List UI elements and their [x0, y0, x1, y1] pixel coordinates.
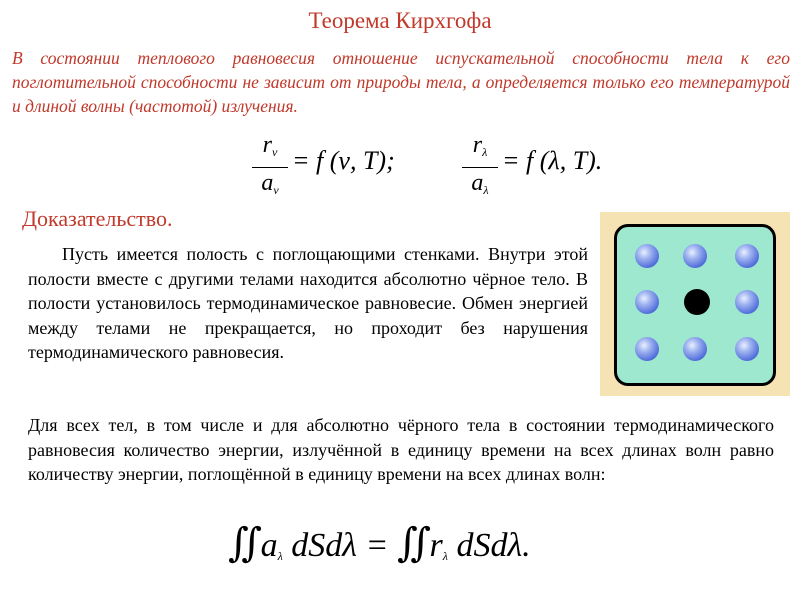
proof-heading: Доказательство.: [22, 206, 173, 231]
proof-paragraph-2: Для всех тел, в том числе и для абсолютно чёрного тела в состоянии термодинамического равновесия количество энергии, излучённой в единицу времени на всех длинах волн равно количеству энергии, поглощённой в единицу времени на всех длинах волн:: [28, 415, 774, 484]
cavity-illustration: [600, 212, 790, 396]
body-ball: [683, 244, 707, 268]
double-integral-sign: ∬: [396, 520, 421, 566]
absorptivity-symbol: a: [260, 527, 278, 564]
proof-paragraph-1: Пусть имеется полость с поглощающими стенками. Внутри этой полости вместе с другими телами находится абсолютно чёрное тело. В полости установилось термодинамическое равновесие. Обмен энергией между телами не прекращается, но проходит без нарушения термодинамического равновесия.: [28, 244, 588, 362]
cavity-walls: [614, 224, 776, 386]
integral-right-rest: dSdλ.: [456, 527, 531, 564]
body-ball: [735, 244, 759, 268]
denominator: a: [261, 170, 274, 196]
fraction-bar: [252, 167, 288, 168]
absorptivity-subscript: λ: [277, 549, 283, 563]
body-ball: [635, 244, 659, 268]
numerator-subscript: ν: [272, 145, 278, 159]
emissivity-symbol: r: [429, 527, 443, 564]
denominator-subscript: λ: [483, 183, 489, 197]
numerator: r: [262, 132, 272, 158]
black-body-ball: [684, 289, 710, 315]
body-ball: [635, 290, 659, 314]
page-title: Теорема Кирхгофа: [308, 8, 492, 33]
numerator-subscript: λ: [482, 145, 488, 159]
body-ball: [635, 337, 659, 361]
denominator: a: [471, 170, 484, 196]
body-ball: [735, 290, 759, 314]
body-ball: [683, 337, 707, 361]
fraction-r-over-a-nu: [252, 132, 288, 203]
fraction-bar: [462, 167, 498, 168]
emissivity-subscript: λ: [442, 549, 448, 563]
formula-rhs: = f (ν, T);: [292, 146, 395, 175]
integral-equation: [228, 520, 531, 566]
theorem-statement: В состоянии теплового равновесия отношение испускательной способности тела к его поглотительной способности не зависит от природы тела, а определяется только его температурой и длиной волны (частотой) излучения.: [12, 48, 790, 116]
double-integral-sign: ∬: [228, 520, 253, 566]
denominator-subscript: ν: [273, 183, 279, 197]
fraction-r-over-a-lambda: [462, 132, 498, 203]
formula-rhs: = f (λ, T).: [502, 146, 603, 175]
integral-left-rest: dSdλ =: [291, 527, 397, 564]
numerator: r: [472, 132, 483, 158]
body-ball: [735, 337, 759, 361]
